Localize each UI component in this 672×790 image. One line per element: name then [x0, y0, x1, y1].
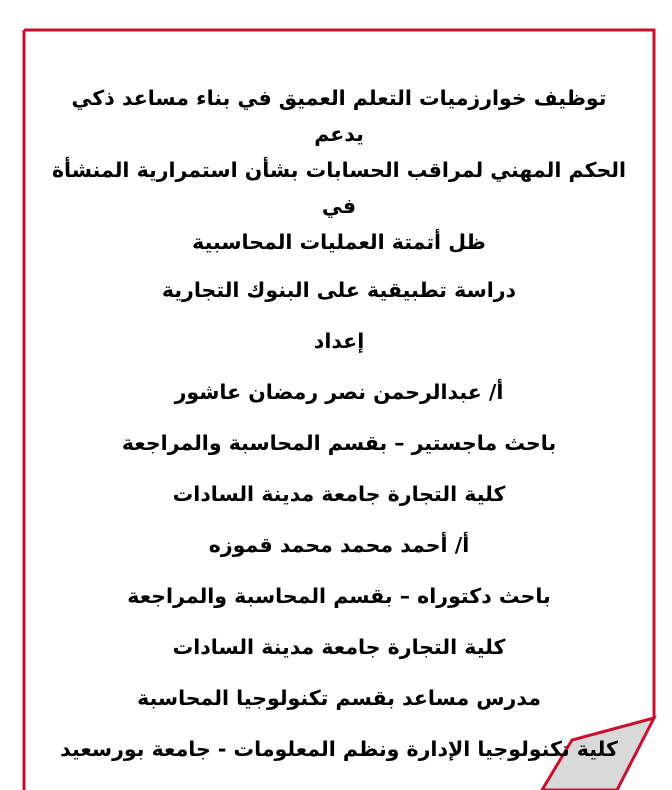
author2-name: أ/ أحمد محمد محمد قموزه: [208, 532, 470, 557]
author2-faculty: كلية تكنولوجيا الإدارة ونظم المعلومات - جامعة بورسعيد: [60, 736, 618, 761]
author2-position: مدرس مساعد بقسم تكنولوجيا المحاسبة: [137, 685, 541, 710]
document-title: [44, 80, 634, 260]
prepared-by-label: إعداد: [313, 328, 365, 353]
author2-affiliation: كلية التجارة جامعة مدينة السادات: [172, 634, 506, 659]
title-line-2: الحكم المهني لمراقب الحسابات بشأن استمرارية المنشأة في: [51, 158, 627, 218]
author1-affiliation: كلية التجارة جامعة مدينة السادات: [172, 481, 506, 506]
title-line-1: توظيف خوارزميات التعلم العميق في بناء مساعد ذكي يدعم: [71, 86, 607, 146]
author1-role: باحث ماجستير – بقسم المحاسبة والمراجعة: [121, 430, 557, 455]
author2-role: باحث دكتوراه – بقسم المحاسبة والمراجعة: [127, 583, 551, 608]
document-content: [44, 80, 634, 774]
title-line-3: ظل أتمتة العمليات المحاسبية: [192, 230, 486, 254]
subtitle: دراسة تطبيقية على البنوك التجارية: [161, 277, 517, 302]
author1-name: أ/ عبدالرحمن نصر رمضان عاشور: [174, 379, 504, 404]
